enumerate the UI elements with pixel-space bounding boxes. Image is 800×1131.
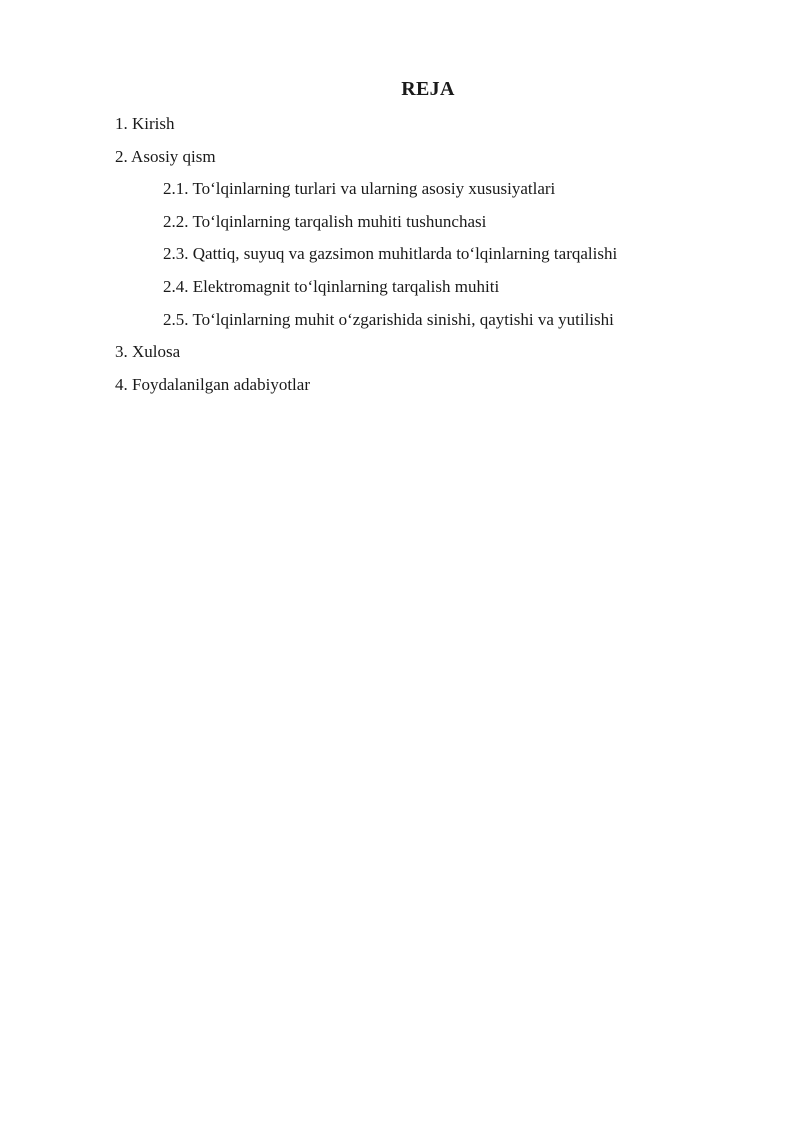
- toc-item-introduction: 1. Kirish: [115, 114, 175, 133]
- toc-subitem-2-1: 2.1. To‘lqinlarning turlari va ularning asosiy xususiyatlari: [163, 179, 556, 198]
- toc-item-conclusion: 3. Xulosa: [115, 342, 181, 361]
- toc-item-main-part: 2. Asosiy qism: [115, 147, 216, 166]
- toc-subitem-2-3: 2.3. Qattiq, suyuq va gazsimon muhitlarda to‘lqinlarning tarqalishi: [163, 244, 618, 263]
- toc-subitem-2-2: 2.2. To‘lqinlarning tarqalish muhiti tushunchasi: [163, 212, 487, 231]
- toc-subitem-2-4: 2.4. Elektromagnit to‘lqinlarning tarqalish muhiti: [163, 277, 500, 296]
- page-title: REJA: [401, 78, 455, 100]
- toc-subitem-2-5: 2.5. To‘lqinlarning muhit o‘zgarishida sinishi, qaytishi va yutilishi: [163, 310, 614, 329]
- toc-item-references: 4. Foydalanilgan adabiyotlar: [115, 375, 310, 394]
